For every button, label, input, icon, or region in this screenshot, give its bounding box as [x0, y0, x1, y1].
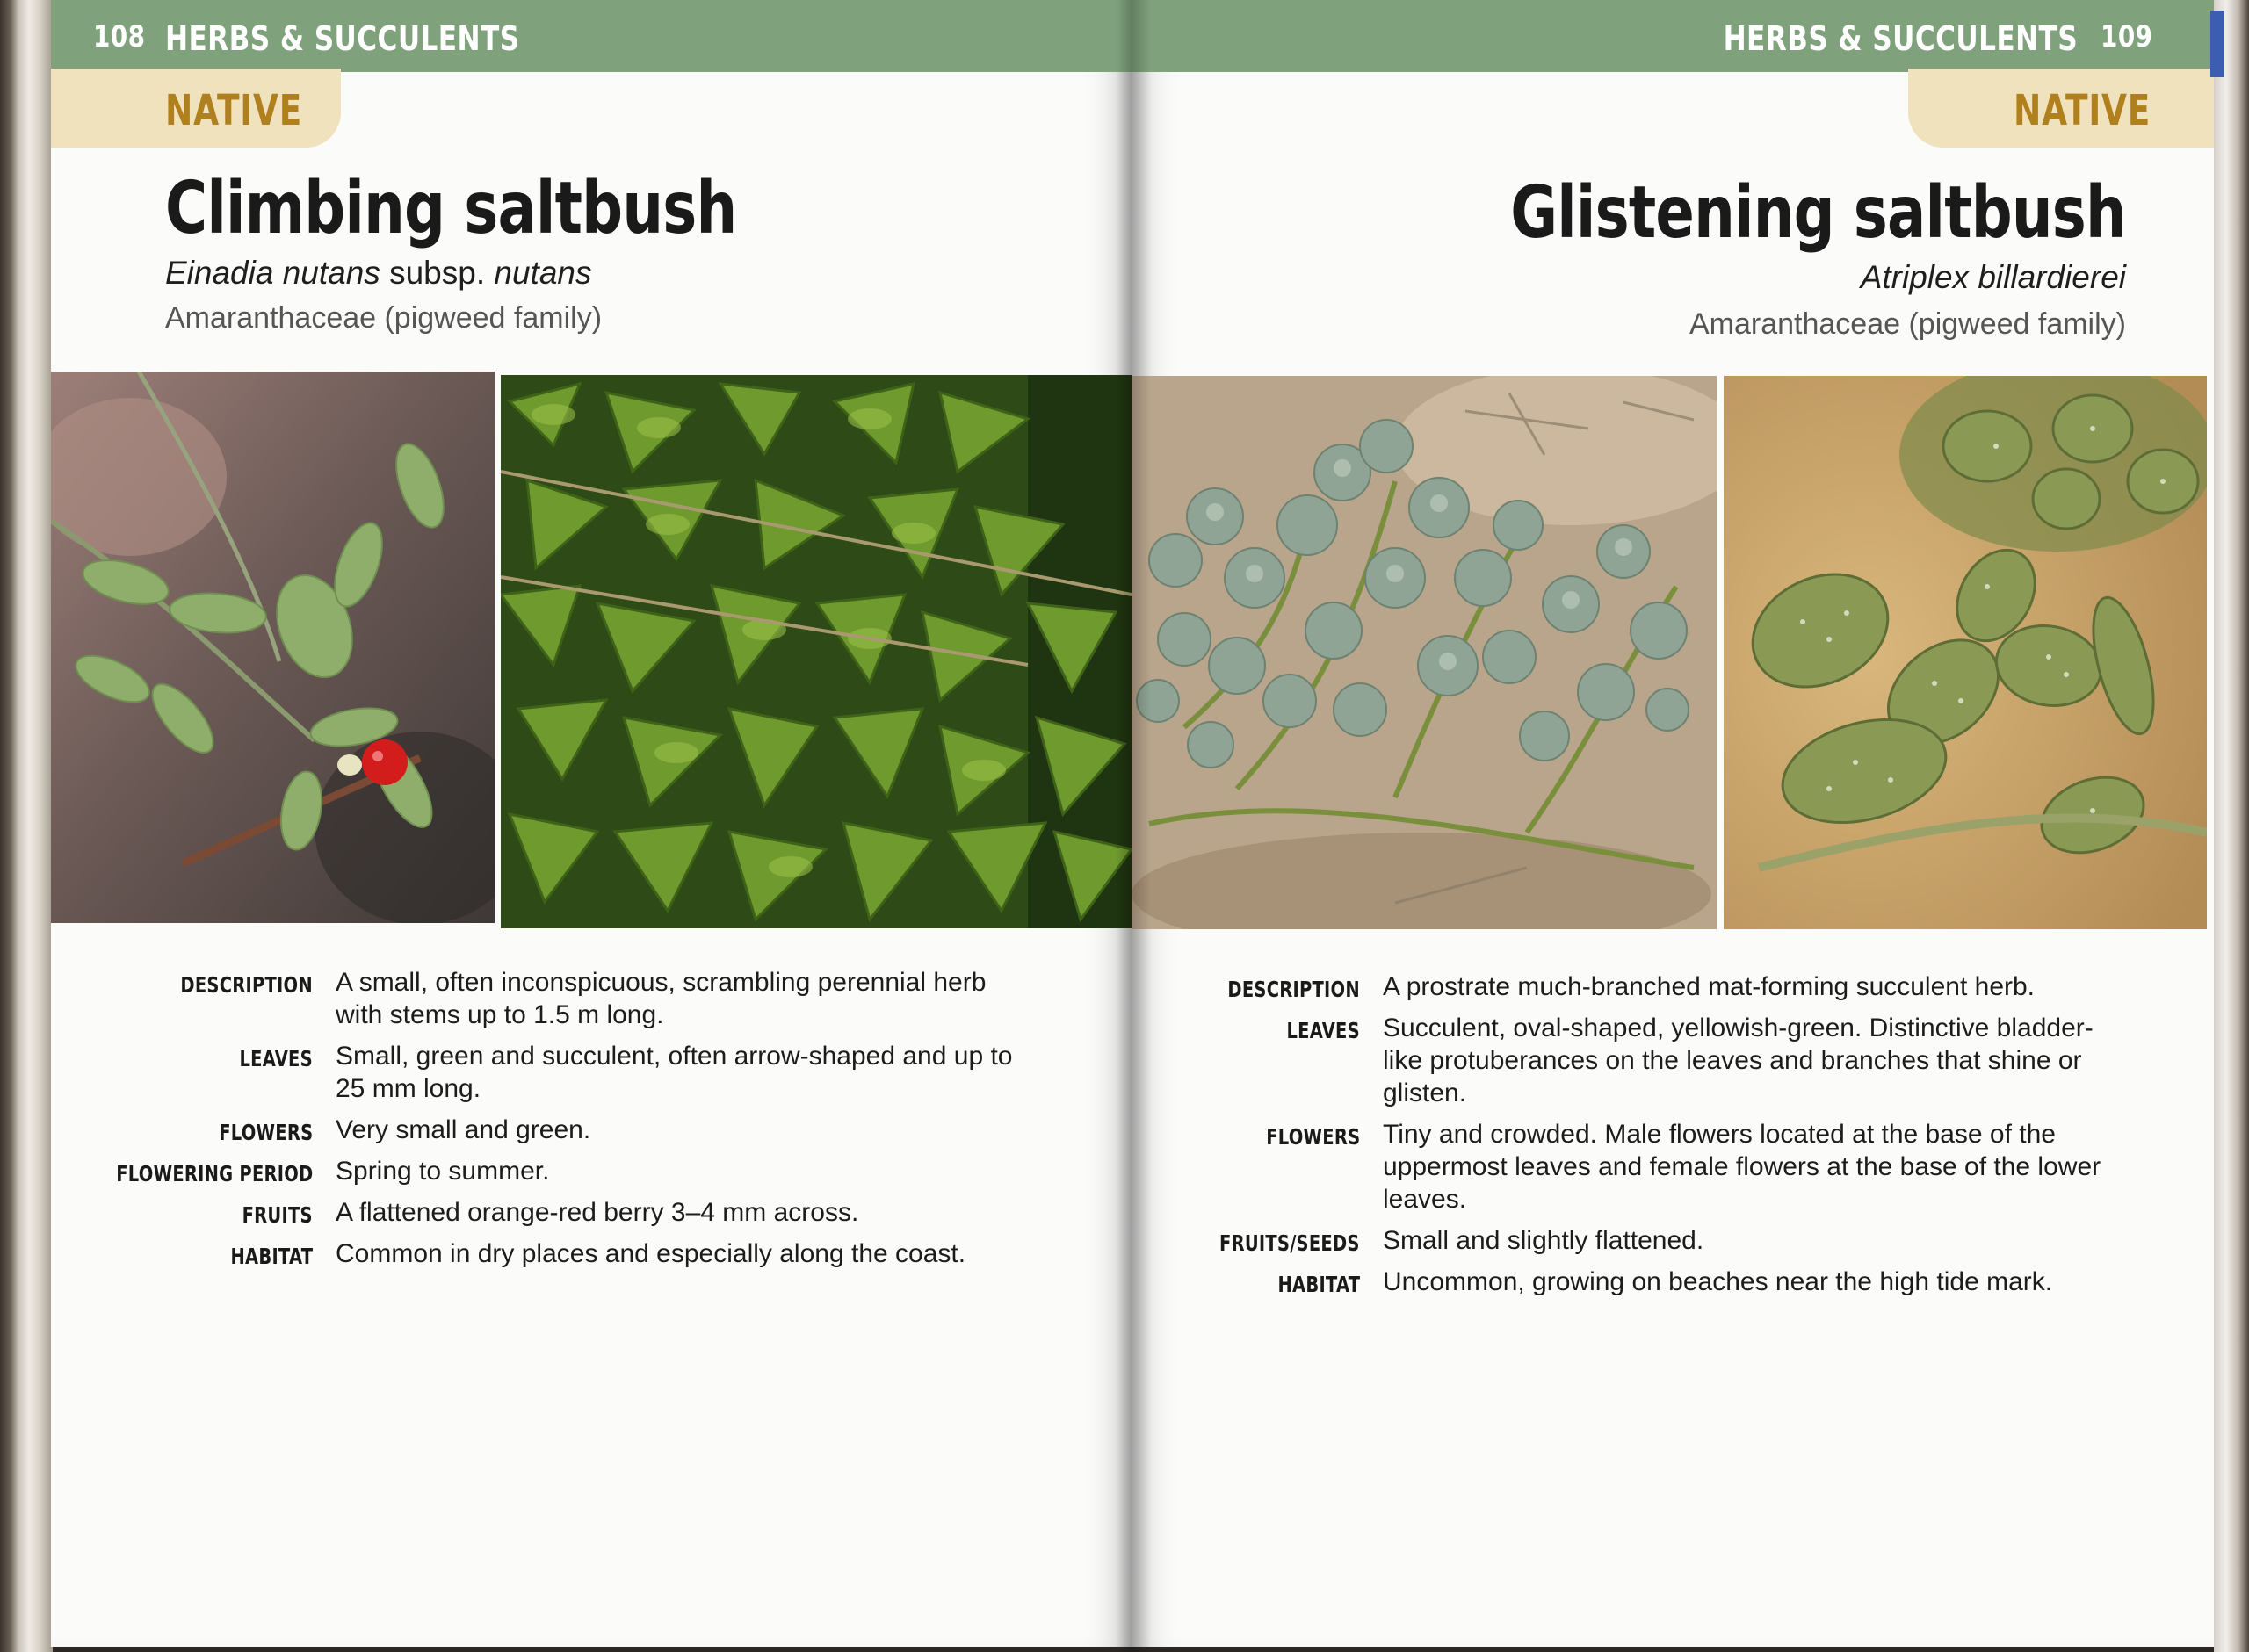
native-tab	[51, 69, 341, 148]
photo-glistening-saltbush-mat	[1132, 376, 1717, 929]
fact-label: DESCRIPTION	[180, 972, 313, 998]
fact-list	[51, 966, 1061, 1279]
fact-leaves	[1132, 1012, 2168, 1109]
fact-flowering-period	[51, 1155, 1061, 1187]
species-scientific-name: Einadia nutans subsp. nutans	[165, 255, 592, 291]
photo-climbing-saltbush-berry	[51, 372, 495, 923]
fact-fruits-seeds	[1132, 1224, 2168, 1257]
species-family: Amaranthaceae (pigweed family)	[1689, 307, 2126, 341]
photo-glistening-saltbush-closeup	[1724, 376, 2207, 929]
fact-text: A prostrate much-branched mat-forming succulent herb.	[1383, 972, 2036, 1001]
fact-text: Tiny and crowded. Male flowers located at the base of the uppermost leaves and female flowers at the base of the lower leaves.	[1383, 1120, 2101, 1214]
fact-text: Succulent, oval-shaped, yellowish-green. Distinctive bladder-like protuberances on the leaves and branches that shine or glisten.	[1383, 1014, 2094, 1107]
book-page-edges-right	[2214, 0, 2249, 1652]
fact-label: FRUITS	[242, 1202, 313, 1228]
bookmark-tab	[2210, 11, 2224, 77]
fact-label: HABITAT	[230, 1244, 313, 1269]
fact-label: LEAVES	[1286, 1018, 1360, 1043]
fact-text: Very small and green.	[336, 1115, 591, 1144]
fact-label: FLOWERS	[1265, 1124, 1360, 1150]
native-label: NATIVE	[165, 86, 303, 135]
native-label: NATIVE	[2013, 86, 2151, 135]
book-page-edges-left	[0, 0, 53, 1652]
fact-label: DESCRIPTION	[1227, 977, 1360, 1002]
page-number: 108	[93, 19, 146, 54]
page-number: 109	[2100, 19, 2152, 54]
fact-description	[51, 966, 1061, 1031]
section-title: HERBS & SUCCULENTS	[1723, 19, 2078, 58]
running-header	[51, 0, 1132, 72]
species-family: Amaranthaceae (pigweed family)	[165, 301, 603, 335]
fact-label: FRUITS/SEEDS	[1219, 1230, 1360, 1256]
fact-text: Small, green and succulent, often arrow-shaped and up to 25 mm long.	[336, 1042, 1013, 1103]
right-page	[1132, 0, 2214, 1647]
left-page	[51, 0, 1132, 1647]
fact-flowers	[1132, 1118, 2168, 1216]
fact-description	[1132, 970, 2168, 1003]
fact-text: Uncommon, growing on beaches near the high tide mark.	[1383, 1267, 2053, 1296]
fact-text: A flattened orange-red berry 3–4 mm across.	[336, 1198, 859, 1227]
book-gutter-shadow	[1116, 0, 1151, 1652]
photo-climbing-saltbush-foliage	[501, 375, 1132, 928]
fact-label: HABITAT	[1277, 1272, 1360, 1297]
fact-fruits	[51, 1196, 1061, 1229]
species-scientific-name: Atriplex billardierei	[1860, 259, 2126, 295]
fact-text: Spring to summer.	[336, 1157, 550, 1186]
running-header	[1132, 0, 2214, 72]
fact-list	[1132, 970, 2168, 1307]
fact-text: Small and slightly flattened.	[1383, 1226, 1704, 1255]
fact-habitat	[1132, 1266, 2168, 1298]
native-tab	[1908, 69, 2214, 148]
section-title: HERBS & SUCCULENTS	[165, 19, 520, 58]
fact-text: Common in dry places and especially along the coast.	[336, 1239, 966, 1268]
fact-label: FLOWERING PERIOD	[115, 1161, 313, 1187]
species-common-name: Climbing saltbush	[165, 167, 737, 250]
fact-flowers	[51, 1114, 1061, 1146]
fact-habitat	[51, 1237, 1061, 1270]
fact-label: FLOWERS	[218, 1120, 313, 1145]
fact-leaves	[51, 1040, 1061, 1105]
fact-label: LEAVES	[239, 1046, 313, 1071]
fact-text: A small, often inconspicuous, scrambling perennial herb with stems up to 1.5 m long.	[336, 968, 987, 1029]
species-common-name: Glistening saltbush	[1510, 171, 2126, 255]
